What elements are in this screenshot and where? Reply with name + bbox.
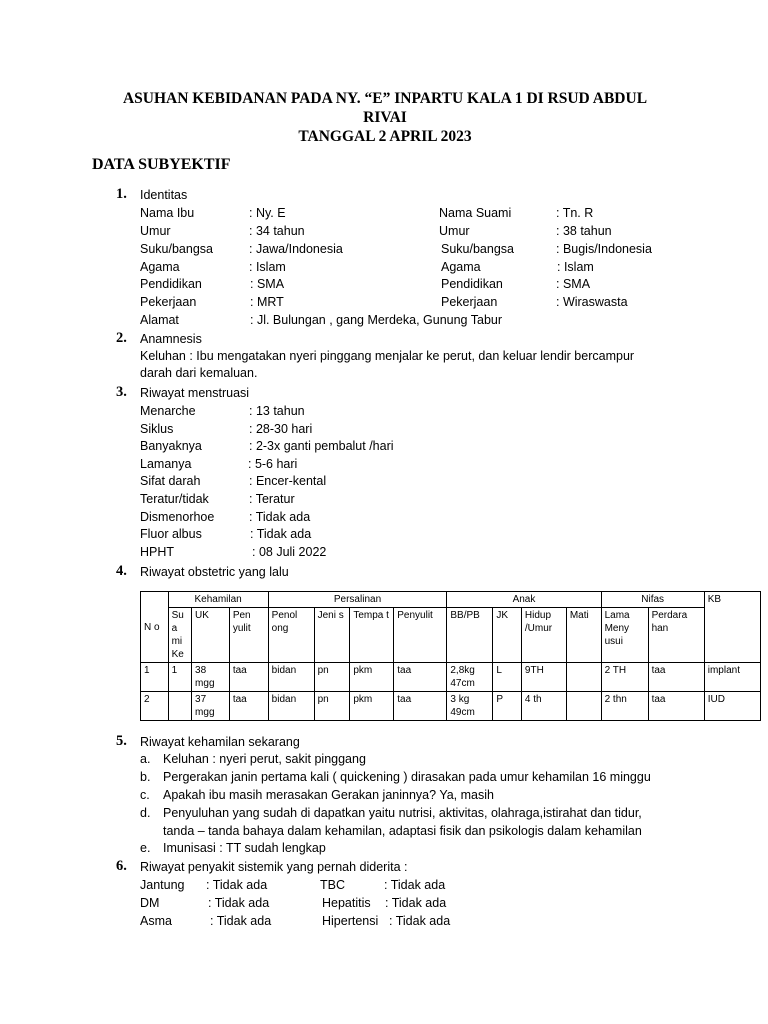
- anamnesis-keluhan-cont: darah dari kemaluan.: [140, 366, 258, 380]
- header-penyulit-hamil: Pen yulit: [229, 608, 268, 663]
- field-label: Pendidikan: [140, 277, 202, 291]
- cell-no: 2: [141, 692, 169, 721]
- list-item: Penyuluhan yang sudah di dapatkan yaitu nutrisi, aktivitas, olahraga,istirahat dan tidur,: [163, 806, 642, 820]
- field-label: Jantung: [140, 878, 185, 892]
- field-value: : Islam: [249, 260, 286, 274]
- cell-uk: 38 mgg: [192, 663, 230, 692]
- section-number-4: 4.: [116, 563, 127, 579]
- cell-suami-ke: [168, 692, 191, 721]
- field-value: : 08 Juli 2022: [252, 545, 327, 559]
- field-value: : Ny. E: [249, 206, 286, 220]
- section-number-3: 3.: [116, 384, 127, 400]
- field-label: Alamat: [140, 313, 179, 327]
- header-anak: Anak: [447, 592, 601, 608]
- header-uk: UK: [192, 608, 230, 663]
- cell-bbpb: 3 kg 49cm: [447, 692, 493, 721]
- section-number-1: 1.: [116, 186, 127, 202]
- cell-penolong: bidan: [268, 692, 314, 721]
- anamnesis-title: Anamnesis: [140, 332, 202, 346]
- field-value: : SMA: [250, 277, 285, 291]
- cell-lama-menyusui: 2 thn: [601, 692, 648, 721]
- cell-penyulit: taa: [394, 692, 447, 721]
- field-value: : Encer-kental: [249, 474, 327, 488]
- menstruasi-title: Riwayat menstruasi: [140, 386, 250, 400]
- cell-jenis: pn: [314, 692, 350, 721]
- field-value: : Tidak ada: [249, 510, 311, 524]
- field-value: : 2-3x ganti pembalut /hari: [249, 439, 394, 453]
- field-label: Nama Ibu: [140, 206, 195, 220]
- header-no: N o: [141, 592, 169, 663]
- field-value: : Tidak ada: [384, 878, 446, 892]
- field-value: : 5-6 hari: [248, 457, 298, 471]
- header-bbpb: BB/PB: [447, 608, 493, 663]
- field-value: : Wiraswasta: [556, 295, 628, 309]
- cell-hidup: 9TH: [521, 663, 566, 692]
- field-value: : Tidak ada: [389, 914, 451, 928]
- field-label: Menarche: [140, 404, 196, 418]
- field-label: Suku/bangsa: [140, 242, 213, 256]
- field-label: Hepatitis: [322, 896, 371, 910]
- field-value: : SMA: [556, 277, 591, 291]
- field-value: : 38 tahun: [556, 224, 612, 238]
- section-number-6: 6.: [116, 858, 127, 874]
- field-value: : Jl. Bulungan , gang Merdeka, Gunung Tabur: [250, 313, 503, 327]
- field-label: Pendidikan: [441, 277, 503, 291]
- field-value: : Bugis/Indonesia: [556, 242, 652, 256]
- header-suami-ke: Su a mi Ke: [168, 608, 191, 663]
- field-label: Umur: [140, 224, 171, 238]
- table-row: [141, 663, 761, 692]
- document-title-line-1: ASUHAN KEBIDANAN PADA NY. “E” INPARTU KALA 1 DI RSUD ABDUL: [122, 90, 648, 107]
- field-label: Siklus: [140, 422, 174, 436]
- header-penolong: Penol ong: [268, 608, 314, 663]
- field-label: Banyaknya: [140, 439, 202, 453]
- cell-bbpb: 2,8kg 47cm: [447, 663, 493, 692]
- field-label: Umur: [439, 224, 470, 238]
- list-item: Apakah ibu masih merasakan Gerakan janinnya? Ya, masih: [163, 788, 494, 802]
- field-label: Nama Suami: [439, 206, 512, 220]
- list-item: Pergerakan janin pertama kali ( quickening ) dirasakan pada umur kehamilan 16 minggu: [163, 770, 651, 784]
- header-persalinan: Persalinan: [268, 592, 447, 608]
- cell-jk: L: [493, 663, 522, 692]
- field-value: : Tn. R: [556, 206, 594, 220]
- list-letter: b.: [140, 770, 151, 784]
- field-label: Agama: [140, 260, 180, 274]
- field-value: : Islam: [557, 260, 594, 274]
- cell-uk: 37 mgg: [192, 692, 230, 721]
- field-label: Dismenorhoe: [140, 510, 215, 524]
- field-label: Lamanya: [140, 457, 192, 471]
- obstetric-title: Riwayat obstetric yang lalu: [140, 565, 289, 579]
- header-nifas: Nifas: [601, 592, 704, 608]
- cell-penyulit-hamil: taa: [229, 692, 268, 721]
- list-letter: d.: [140, 806, 151, 820]
- header-penyulit: Penyulit: [394, 608, 447, 663]
- document-title-line-3: TANGGAL 2 APRIL 2023: [298, 128, 472, 145]
- header-jk: JK: [493, 608, 522, 663]
- field-label: DM: [140, 896, 160, 910]
- header-mati: Mati: [566, 608, 601, 663]
- field-label: Suku/bangsa: [441, 242, 514, 256]
- header-tempat: Tempa t: [350, 608, 394, 663]
- cell-tempat: pkm: [350, 692, 394, 721]
- list-item: Keluhan : nyeri perut, sakit pinggang: [163, 752, 366, 766]
- list-item: Imunisasi : TT sudah lengkap: [163, 841, 326, 855]
- field-label: TBC: [320, 878, 345, 892]
- anamnesis-keluhan: Keluhan : Ibu mengatakan nyeri pinggang menjalar ke perut, dan keluar lendir bercampur: [140, 349, 635, 363]
- table-row: [141, 692, 761, 721]
- cell-no: 1: [141, 663, 169, 692]
- list-item: tanda – tanda bahaya dalam kehamilan, adaptasi fisik dan psikologis dalam kehamilan: [163, 824, 642, 838]
- cell-hidup: 4 th: [521, 692, 566, 721]
- field-value: : Jawa/Indonesia: [249, 242, 343, 256]
- identitas-title: Identitas: [140, 188, 188, 202]
- section-heading: DATA SUBYEKTIF: [92, 156, 231, 173]
- list-letter: e.: [140, 841, 151, 855]
- cell-penyulit-hamil: taa: [229, 663, 268, 692]
- field-value: : 28-30 hari: [249, 422, 313, 436]
- section-number-5: 5.: [116, 733, 127, 749]
- field-value: : MRT: [250, 295, 284, 309]
- header-perdarahan: Perdara han: [648, 608, 704, 663]
- header-kehamilan: Kehamilan: [168, 592, 268, 608]
- cell-mati: [566, 663, 601, 692]
- field-label: Agama: [441, 260, 481, 274]
- field-label: Teratur/tidak: [140, 492, 209, 506]
- cell-suami-ke: 1: [168, 663, 191, 692]
- field-value: : 13 tahun: [249, 404, 305, 418]
- field-value: : Tidak ada: [208, 896, 270, 910]
- cell-jk: P: [493, 692, 522, 721]
- cell-lama-menyusui: 2 TH: [601, 663, 648, 692]
- document-title-line-2: RIVAI: [363, 109, 407, 126]
- field-label: HPHT: [140, 545, 175, 559]
- field-value: : Tidak ada: [210, 914, 272, 928]
- field-label: Sifat darah: [140, 474, 201, 488]
- field-label: Pekerjaan: [441, 295, 498, 309]
- field-value: : Tidak ada: [206, 878, 268, 892]
- header-hidup: Hidup /Umur: [521, 608, 566, 663]
- table-header-row: [141, 608, 761, 663]
- cell-penyulit: taa: [394, 663, 447, 692]
- field-value: : 34 tahun: [249, 224, 305, 238]
- field-label: Asma: [140, 914, 172, 928]
- obstetric-table: [140, 591, 761, 721]
- cell-kb: implant: [704, 663, 760, 692]
- header-lama-menyusui: Lama Meny usui: [601, 608, 648, 663]
- field-label: Fluor albus: [140, 527, 202, 541]
- kehamilan-sekarang-title: Riwayat kehamilan sekarang: [140, 735, 300, 749]
- section-number-2: 2.: [116, 330, 127, 346]
- list-letter: a.: [140, 752, 151, 766]
- field-value: : Teratur: [249, 492, 295, 506]
- cell-perdarahan: taa: [648, 663, 704, 692]
- list-letter: c.: [140, 788, 150, 802]
- cell-tempat: pkm: [350, 663, 394, 692]
- header-kb: KB: [704, 592, 760, 663]
- header-jenis: Jeni s: [314, 608, 350, 663]
- field-value: : Tidak ada: [250, 527, 312, 541]
- cell-kb: IUD: [704, 692, 760, 721]
- table-group-header-row: [141, 592, 761, 608]
- field-label: Hipertensi: [322, 914, 379, 928]
- field-value: : Tidak ada: [385, 896, 447, 910]
- cell-penolong: bidan: [268, 663, 314, 692]
- cell-jenis: pn: [314, 663, 350, 692]
- penyakit-title: Riwayat penyakit sistemik yang pernah diderita :: [140, 860, 408, 874]
- cell-mati: [566, 692, 601, 721]
- cell-perdarahan: taa: [648, 692, 704, 721]
- field-label: Pekerjaan: [140, 295, 197, 309]
